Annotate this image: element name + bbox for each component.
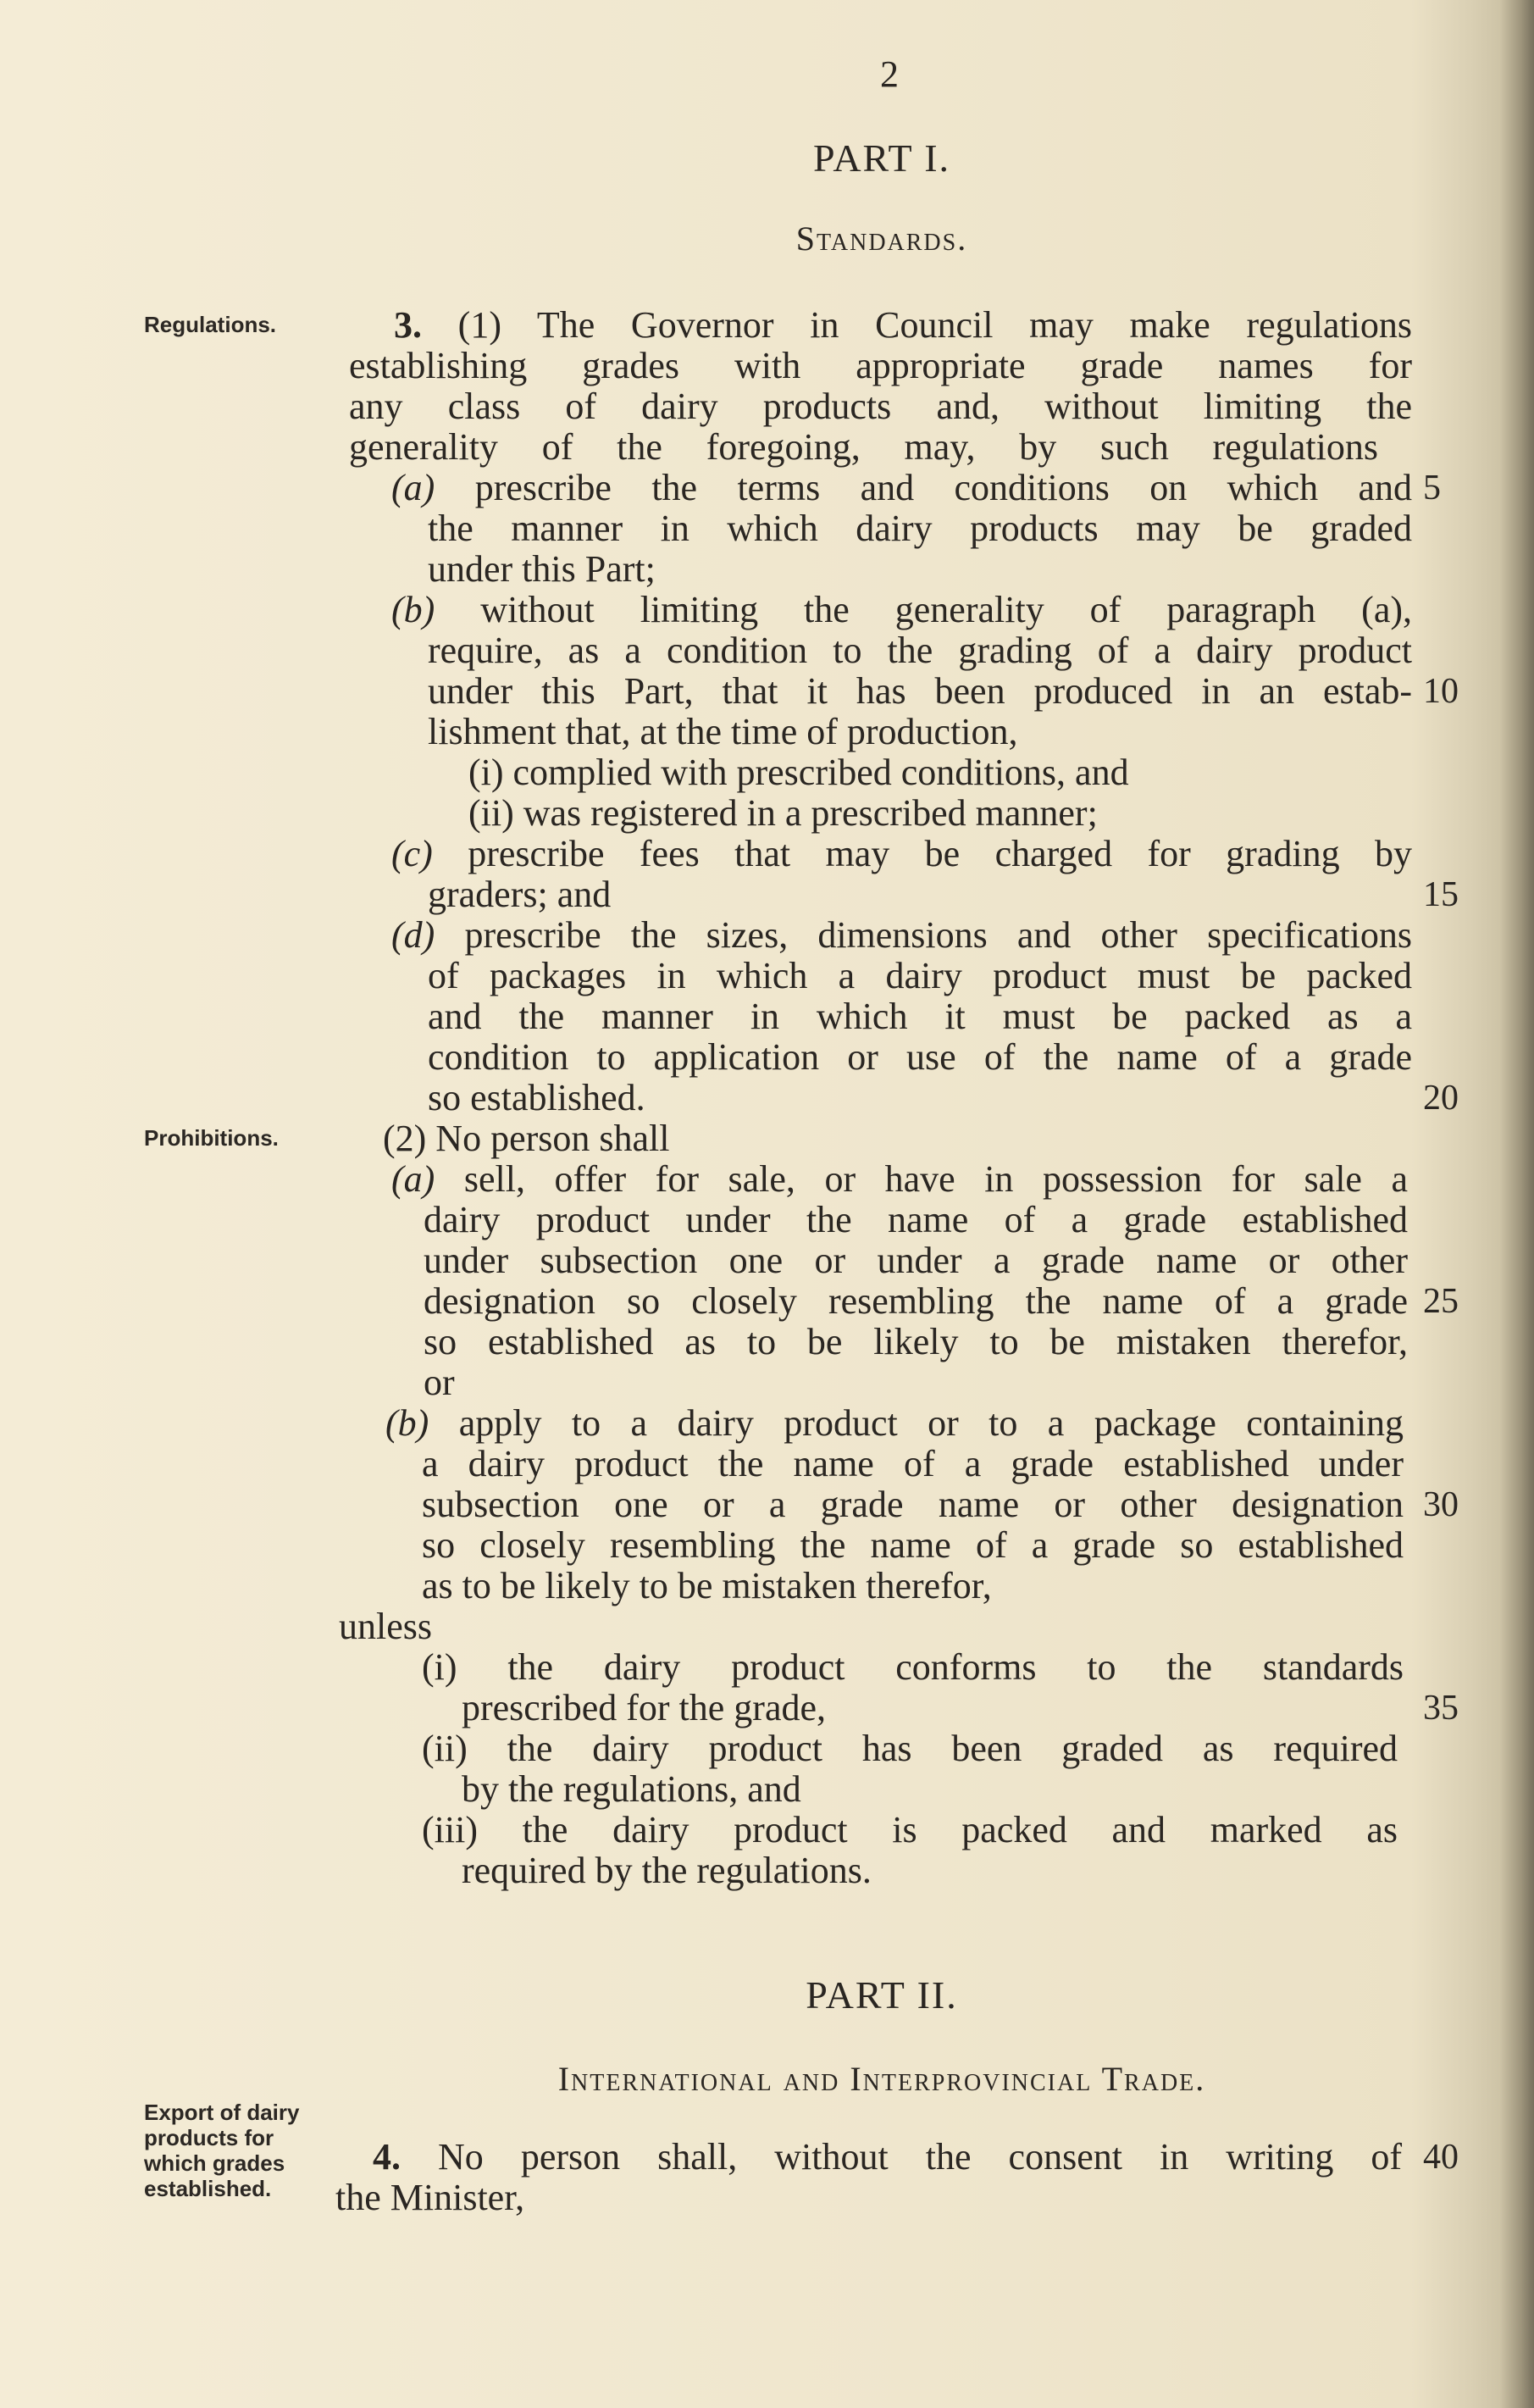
prohibition-a-line [391,1159,1408,1200]
prohibition-b-text: apply to a dairy product or to a package containing [458,1402,1404,1444]
body-line: so established as to be likely to be mistaken therefor, [424,1321,1408,1362]
subsection-2-line: (2) No person shall [383,1118,670,1159]
section-4-first-line [373,2137,1402,2178]
paragraph-mark-a: (a) [391,467,435,508]
section-3-text: (1) The Governor in Council may make regulations [457,304,1412,346]
paragraph-c-line [391,834,1412,874]
body-line: and the manner in which it must be packed as a [428,996,1412,1037]
body-line: so closely resembling the name of a grade so established [422,1524,1404,1566]
part-one-title: PART I. [812,136,951,180]
body-line: under this Part, that it has been produced in an estab- [428,670,1412,712]
line-number: 25 [1423,1282,1459,1321]
page-number: 2 [880,53,899,95]
body-line: (i) the dairy product conforms to the standards [422,1646,1404,1688]
body-line: under subsection one or under a grade name or other [424,1240,1408,1281]
body-line-unless: unless [339,1606,432,1647]
body-line: as to be likely to be mistaken therefor, [422,1565,992,1606]
part-two-subtitle: International and Interprovincial Trade. [557,2060,1206,2098]
prohibition-b-line [385,1403,1404,1444]
line-number: 30 [1423,1485,1459,1524]
paragraph-d-line [391,915,1412,956]
paragraph-mark-b: (b) [385,1402,429,1444]
line-number: 35 [1423,1689,1459,1728]
paragraph-b-line [391,590,1412,630]
body-line: prescribed for the grade, [462,1687,827,1728]
paragraph-a-text: prescribe the terms and conditions on which and [474,467,1413,508]
body-line: so established. [428,1077,645,1118]
body-line: subsection one or a grade name or other designation [422,1484,1404,1525]
section-4-text: No person shall, without the consent in writing of [438,2136,1402,2178]
body-line: graders; and [428,874,612,915]
margin-note-prohibitions: Prohibitions. [144,1125,279,1151]
paragraph-d-text: prescribe the sizes, dimensions and other specifications [464,914,1412,956]
body-line: condition to application or use of the name of a grade [428,1036,1412,1078]
part-one-subtitle: Standards. [795,219,968,258]
body-line: (iii) the dairy product is packed and marked as [422,1809,1398,1850]
line-number: 10 [1423,672,1459,711]
body-line: any class of dairy products and, without limiting the [349,386,1412,427]
body-line: generality of the foregoing, may, by such regulations [349,426,1378,468]
body-line: (ii) was registered in a prescribed manner; [468,792,1098,834]
body-line: designation so closely resembling the name of a grade [424,1280,1408,1322]
body-line: (ii) the dairy product has been graded as required [422,1728,1398,1769]
page-edge-shadow [1500,0,1534,2408]
section-4-number: 4. [373,2136,401,2178]
line-number: 5 [1423,469,1441,508]
body-line: the Minister, [335,2177,525,2218]
margin-note-export: Export of dairy products for which grades established. [144,2100,300,2201]
prohibition-a-text: sell, offer for sale, or have in possession for sale a [463,1158,1408,1200]
line-number: 40 [1423,2138,1459,2177]
body-line: by the regulations, and [462,1768,801,1810]
paragraph-c-text: prescribe fees that may be charged for grading by [468,833,1412,874]
body-line: the manner in which dairy products may be graded [428,508,1412,549]
body-line: of packages in which a dairy product must be packed [428,955,1412,996]
body-line: lishment that, at the time of production, [428,711,1018,752]
body-line: dairy product under the name of a grade established [424,1199,1408,1240]
body-line: a dairy product the name of a grade established under [422,1443,1404,1484]
paragraph-a-line [391,468,1412,508]
paragraph-mark-b: (b) [391,589,435,630]
body-line: required by the regulations. [462,1850,872,1891]
body-line: require, as a condition to the grading of a dairy product [428,630,1412,671]
body-line: or [424,1362,455,1403]
line-number: 15 [1423,875,1459,914]
body-line: under this Part; [428,548,656,590]
paragraph-mark-a: (a) [391,1158,435,1200]
section-3-first-line [394,305,1412,346]
body-line: (i) complied with prescribed conditions, and [468,752,1129,793]
part-two-title: PART II. [806,1973,958,2017]
body-line: establishing grades with appropriate grade names for [349,345,1412,386]
paragraph-mark-c: (c) [391,833,433,874]
line-number: 20 [1423,1079,1459,1118]
paragraph-b-text: without limiting the generality of paragraph (a), [480,589,1413,630]
margin-note-regulations: Regulations. [144,312,277,337]
section-3-number: 3. [394,304,422,346]
paragraph-mark-d: (d) [391,914,435,956]
